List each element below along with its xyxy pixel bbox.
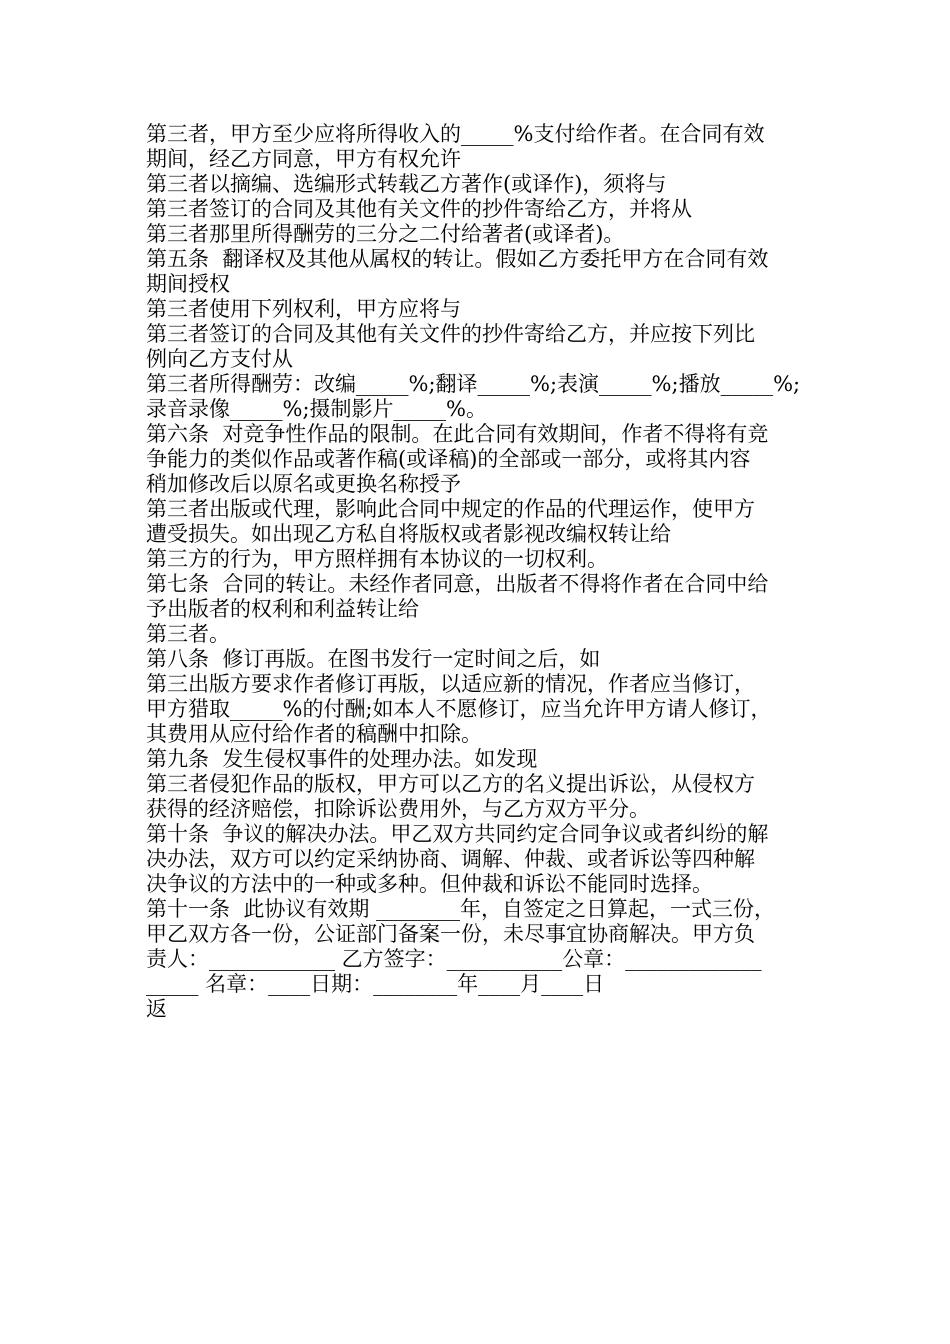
text-line: 争能力的类似作品或著作稿(或译稿)的全部或一部分，或将其内容 [146,447,751,471]
text-line: 录音录像_____%;摄制影片_____%。 [146,397,487,421]
text-line: 第三者那里所得酬劳的三分之二付给著者(或译者)。 [146,222,625,246]
text-line: 第三者以摘编、选编形式转载乙方著作(或译作)，须将与 [146,172,667,196]
text-line: 责人：____________ 乙方签字：___________公章：_____________ [146,947,762,971]
text-line: 返 [146,997,167,1021]
text-line: 第三者出版或代理，影响此合同中规定的作品的代理运作，使甲方 [146,497,755,521]
text-line: 决争议的方法中的一种或多种。但仲裁和诉讼不能同时选择。 [146,872,713,896]
text-line: 第三者签订的合同及其他有关文件的抄件寄给乙方，并将从 [146,197,692,221]
text-line: 第三者侵犯作品的版权，甲方可以乙方的名义提出诉讼，从侵权方 [146,772,755,796]
text-line: 第七条 合同的转让。未经作者同意，出版者不得将作者在合同中给 [146,572,769,596]
text-line: 稍加修改后以原名或更换名称授予 [146,472,461,496]
text-line: 第九条 发生侵权事件的处理办法。如发现 [146,747,538,771]
text-line: 甲方猎取_____%的付酬;如本人不愿修订，应当允许甲方请人修订， [146,697,772,721]
text-line: 第三者所得酬劳：改编_____%;翻译_____%;表演_____%;播放_____%; [146,372,801,396]
text-line: 第三者。 [146,622,230,646]
text-line: 第六条 对竞争性作品的限制。在此合同有效期间，作者不得将有竞 [146,422,769,446]
text-line: 第十条 争议的解决办法。甲乙双方共同约定合同争议或者纠纷的解 [146,822,769,846]
text-line: _____ 名章：____日期：________年____月____日 [146,972,605,996]
text-line: 予出版者的权利和利益转让给 [146,597,419,621]
document-body [146,122,818,1022]
text-line: 第十一条 此协议有效期 ________年，自签定之日算起，一式三份， [146,897,776,921]
text-line: 第五条 翻译权及其他从属权的转让。假如乙方委托甲方在合同有效 [146,247,769,271]
text-line: 第三出版方要求作者修订再版，以适应新的情况，作者应当修订， [146,672,755,696]
text-line: 甲乙双方各一份，公证部门备案一份，未尽事宜协商解决。甲方负 [146,922,755,946]
text-line: 例向乙方支付从 [146,347,293,371]
text-line: 第三方的行为，甲方照样拥有本协议的一切权利。 [146,547,608,571]
text-line: 期间授权 [146,272,230,296]
text-line: 第八条 修订再版。在图书发行一定时间之后，如 [146,647,601,671]
text-line: 期间，经乙方同意，甲方有权允许 [146,147,461,171]
text-line: 决办法，双方可以约定采纳协商、调解、仲裁、或者诉讼等四种解 [146,847,755,871]
text-line: 第三者，甲方至少应将所得收入的_____%支付给作者。在合同有效 [146,122,765,146]
text-line: 其费用从应付给作者的稿酬中扣除。 [146,722,482,746]
text-line: 第三者签订的合同及其他有关文件的抄件寄给乙方，并应按下列比 [146,322,755,346]
text-line: 获得的经济赔偿，扣除诉讼费用外，与乙方双方平分。 [146,797,650,821]
text-line: 第三者使用下列权利，甲方应将与 [146,297,461,321]
text-line: 遭受损失。如出现乙方私自将版权或者影视改编权转让给 [146,522,671,546]
